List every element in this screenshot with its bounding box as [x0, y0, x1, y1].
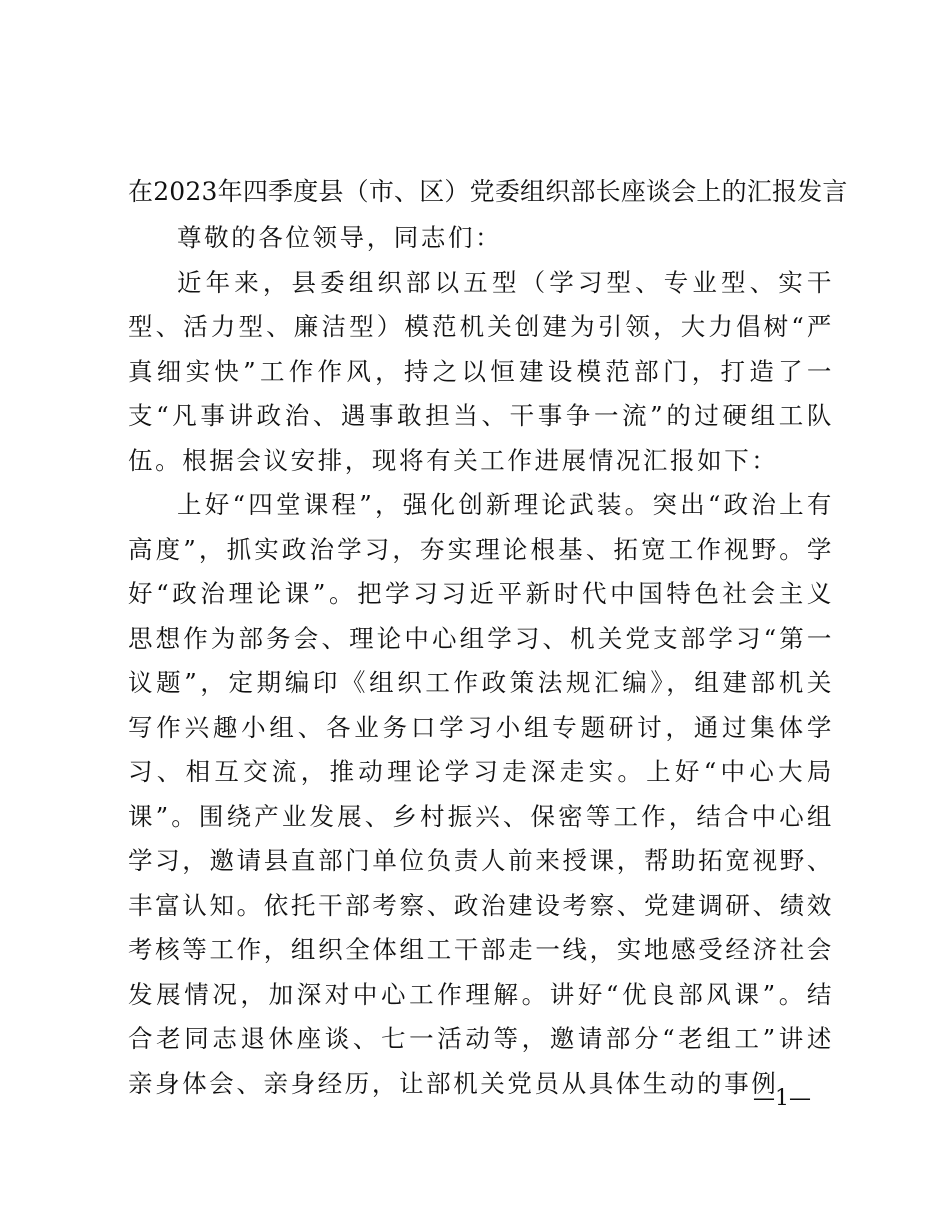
document-title: 在2023年四季度县（市、区）党委组织部长座谈会上的汇报发言: [128, 177, 848, 206]
paragraph-intro: 近年来，县委组织部以五型（学习型、专业型、实干型、活力型、廉洁型）模范机关创建为引领，大力倡树“严真细实快”工作作风，持之以恒建设模范部门，打造了一支“凡事讲政治、遇事敢担当、干事争一流”的过硬组工队伍。根据会议安排，现将有关工作进展情况汇报如下：: [128, 267, 834, 475]
paragraph-four-courses: 上好“四堂课程”，强化创新理论武装。突出“政治上有高度”，抓实政治学习，夯实理论根基、拓宽工作视野。学好“政治理论课”。把学习习近平新时代中国特色社会主义思想作为部务会、理论中心组学习、机关党支部学习“第一议题”，定期编印《组织工作政策法规汇编》，组建部机关写作兴趣小组、各业务口学习小组专题研讨，通过集体学习、相互交流，推动理论学习走深走实。上好“中心大局课”。围绕产业发展、乡村振兴、保密等工作，结合中心组学习，邀请县直部门单位负责人前来授课，帮助拓宽视野、丰富认知。依托干部考察、政治建设考察、党建调研、绩效考核等工作，组织全体组工干部走一线，实地感受经济社会发展情况，加深对中心工作理解。讲好“优良部风课”。结合老同志退休座谈、七一活动等，邀请部分“老组工”讲述亲身体会、亲身经历，让部机关党员从具体生动的事例: [128, 490, 834, 1098]
page-number: —1—: [753, 1086, 811, 1111]
salutation: 尊敬的各位领导，同志们：: [177, 223, 503, 252]
document-body: [128, 216, 834, 1106]
